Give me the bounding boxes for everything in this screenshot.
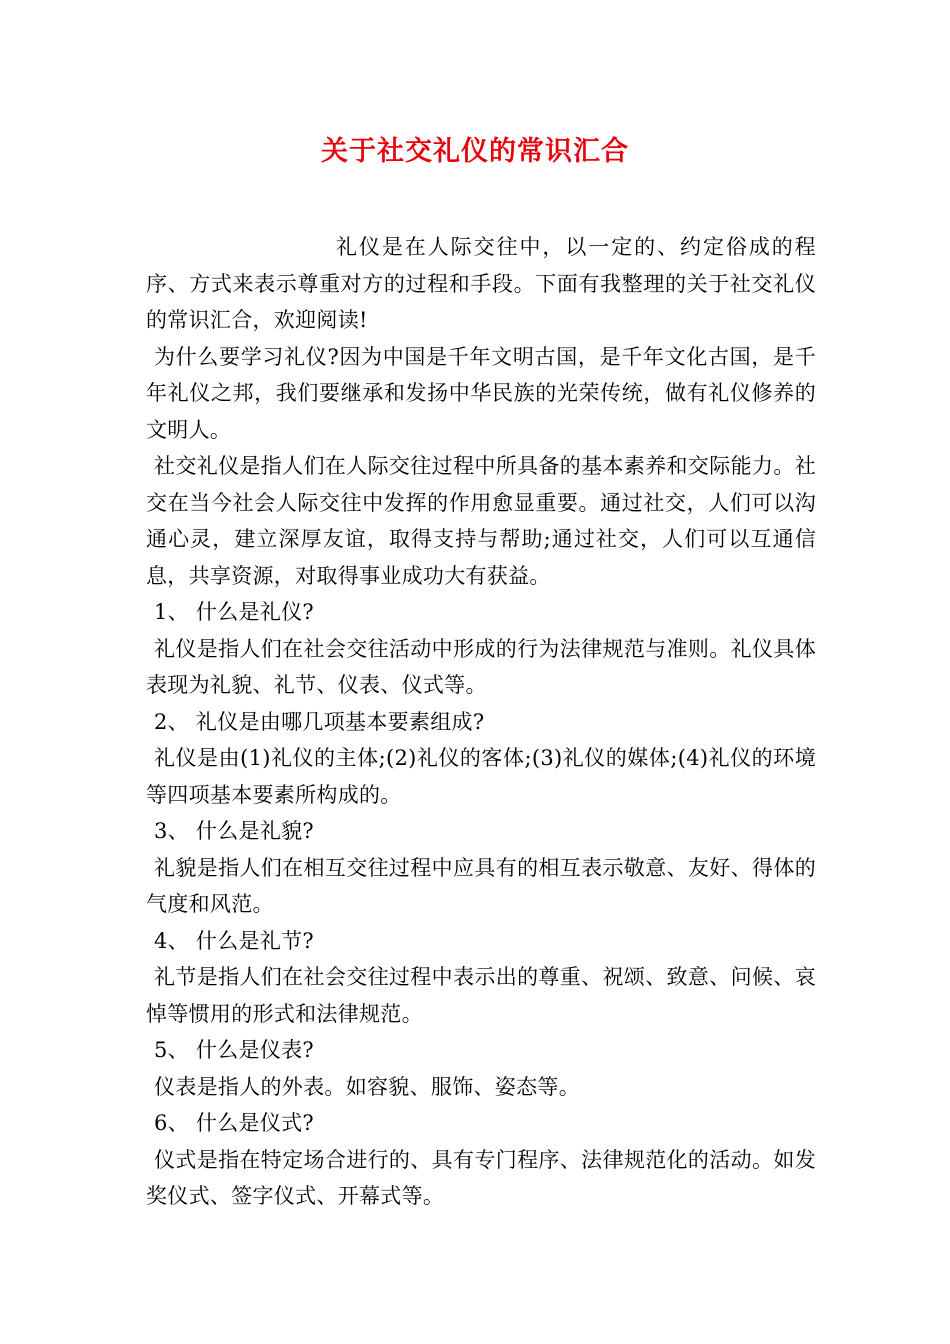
question-6: 6、 什么是仪式? [154,1111,314,1135]
paragraph-why-learn: 为什么要学习礼仪?因为中国是千年文明古国，是千年文化古国，是千年礼仪之邦，我们要继承和发扬中华民族的光荣传统，做有礼仪修养的文明人。 [146,344,816,442]
question-4: 4、 什么是礼节? [154,928,314,953]
paragraph-intro: 礼仪是在人际交往中，以一定的、约定俗成的程序、方式来表示尊重对方的过程和手段。下面有我整理的关于社交礼仪的常识汇合，欢迎阅读! [146,235,816,332]
answer-5: 仪表是指人的外表。如容貌、服饰、姿态等。 [154,1074,580,1099]
page-title: 关于社交礼仪的常识汇合 [321,136,629,167]
paragraph-social-etiquette: 社交礼仪是指人们在人际交往过程中所具备的基本素养和交际能力。社交在当今社会人际交往中发挥的作用愈显重要。通过社交，人们可以沟通心灵，建立深厚友谊，取得支持与帮助;通过社交，人们可以互通信息，共享资源，对取得事业成功大有获益。 [146,454,816,588]
answer-6: 仪式是指在特定场合进行的、具有专门程序、法律规范化的活动。如发奖仪式、签字仪式、开幕式等。 [146,1147,816,1208]
question-3: 3、 什么是礼貌? [154,819,314,843]
answer-3: 礼貌是指人们在相互交往过程中应具有的相互表示敬意、友好、得体的气度和风范。 [146,855,816,916]
document-body [146,229,816,1215]
answer-1: 礼仪是指人们在社会交往活动中形成的行为法律规范与准则。礼仪具体表现为礼貌、礼节、仪表、仪式等。 [146,636,816,697]
answer-2: 礼仪是由(1)礼仪的主体;(2)礼仪的客体;(3)礼仪的媒体;(4)礼仪的环境等四项基本要素所构成的。 [146,746,816,807]
question-5: 5、 什么是仪表? [154,1038,314,1062]
question-1: 1、 什么是礼仪? [154,600,314,624]
answer-4: 礼节是指人们在社会交往过程中表示出的尊重、祝颂、致意、问候、哀悼等惯用的形式和法律规范。 [146,965,816,1026]
question-2: 2、 礼仪是由哪几项基本要素组成? [154,709,485,734]
